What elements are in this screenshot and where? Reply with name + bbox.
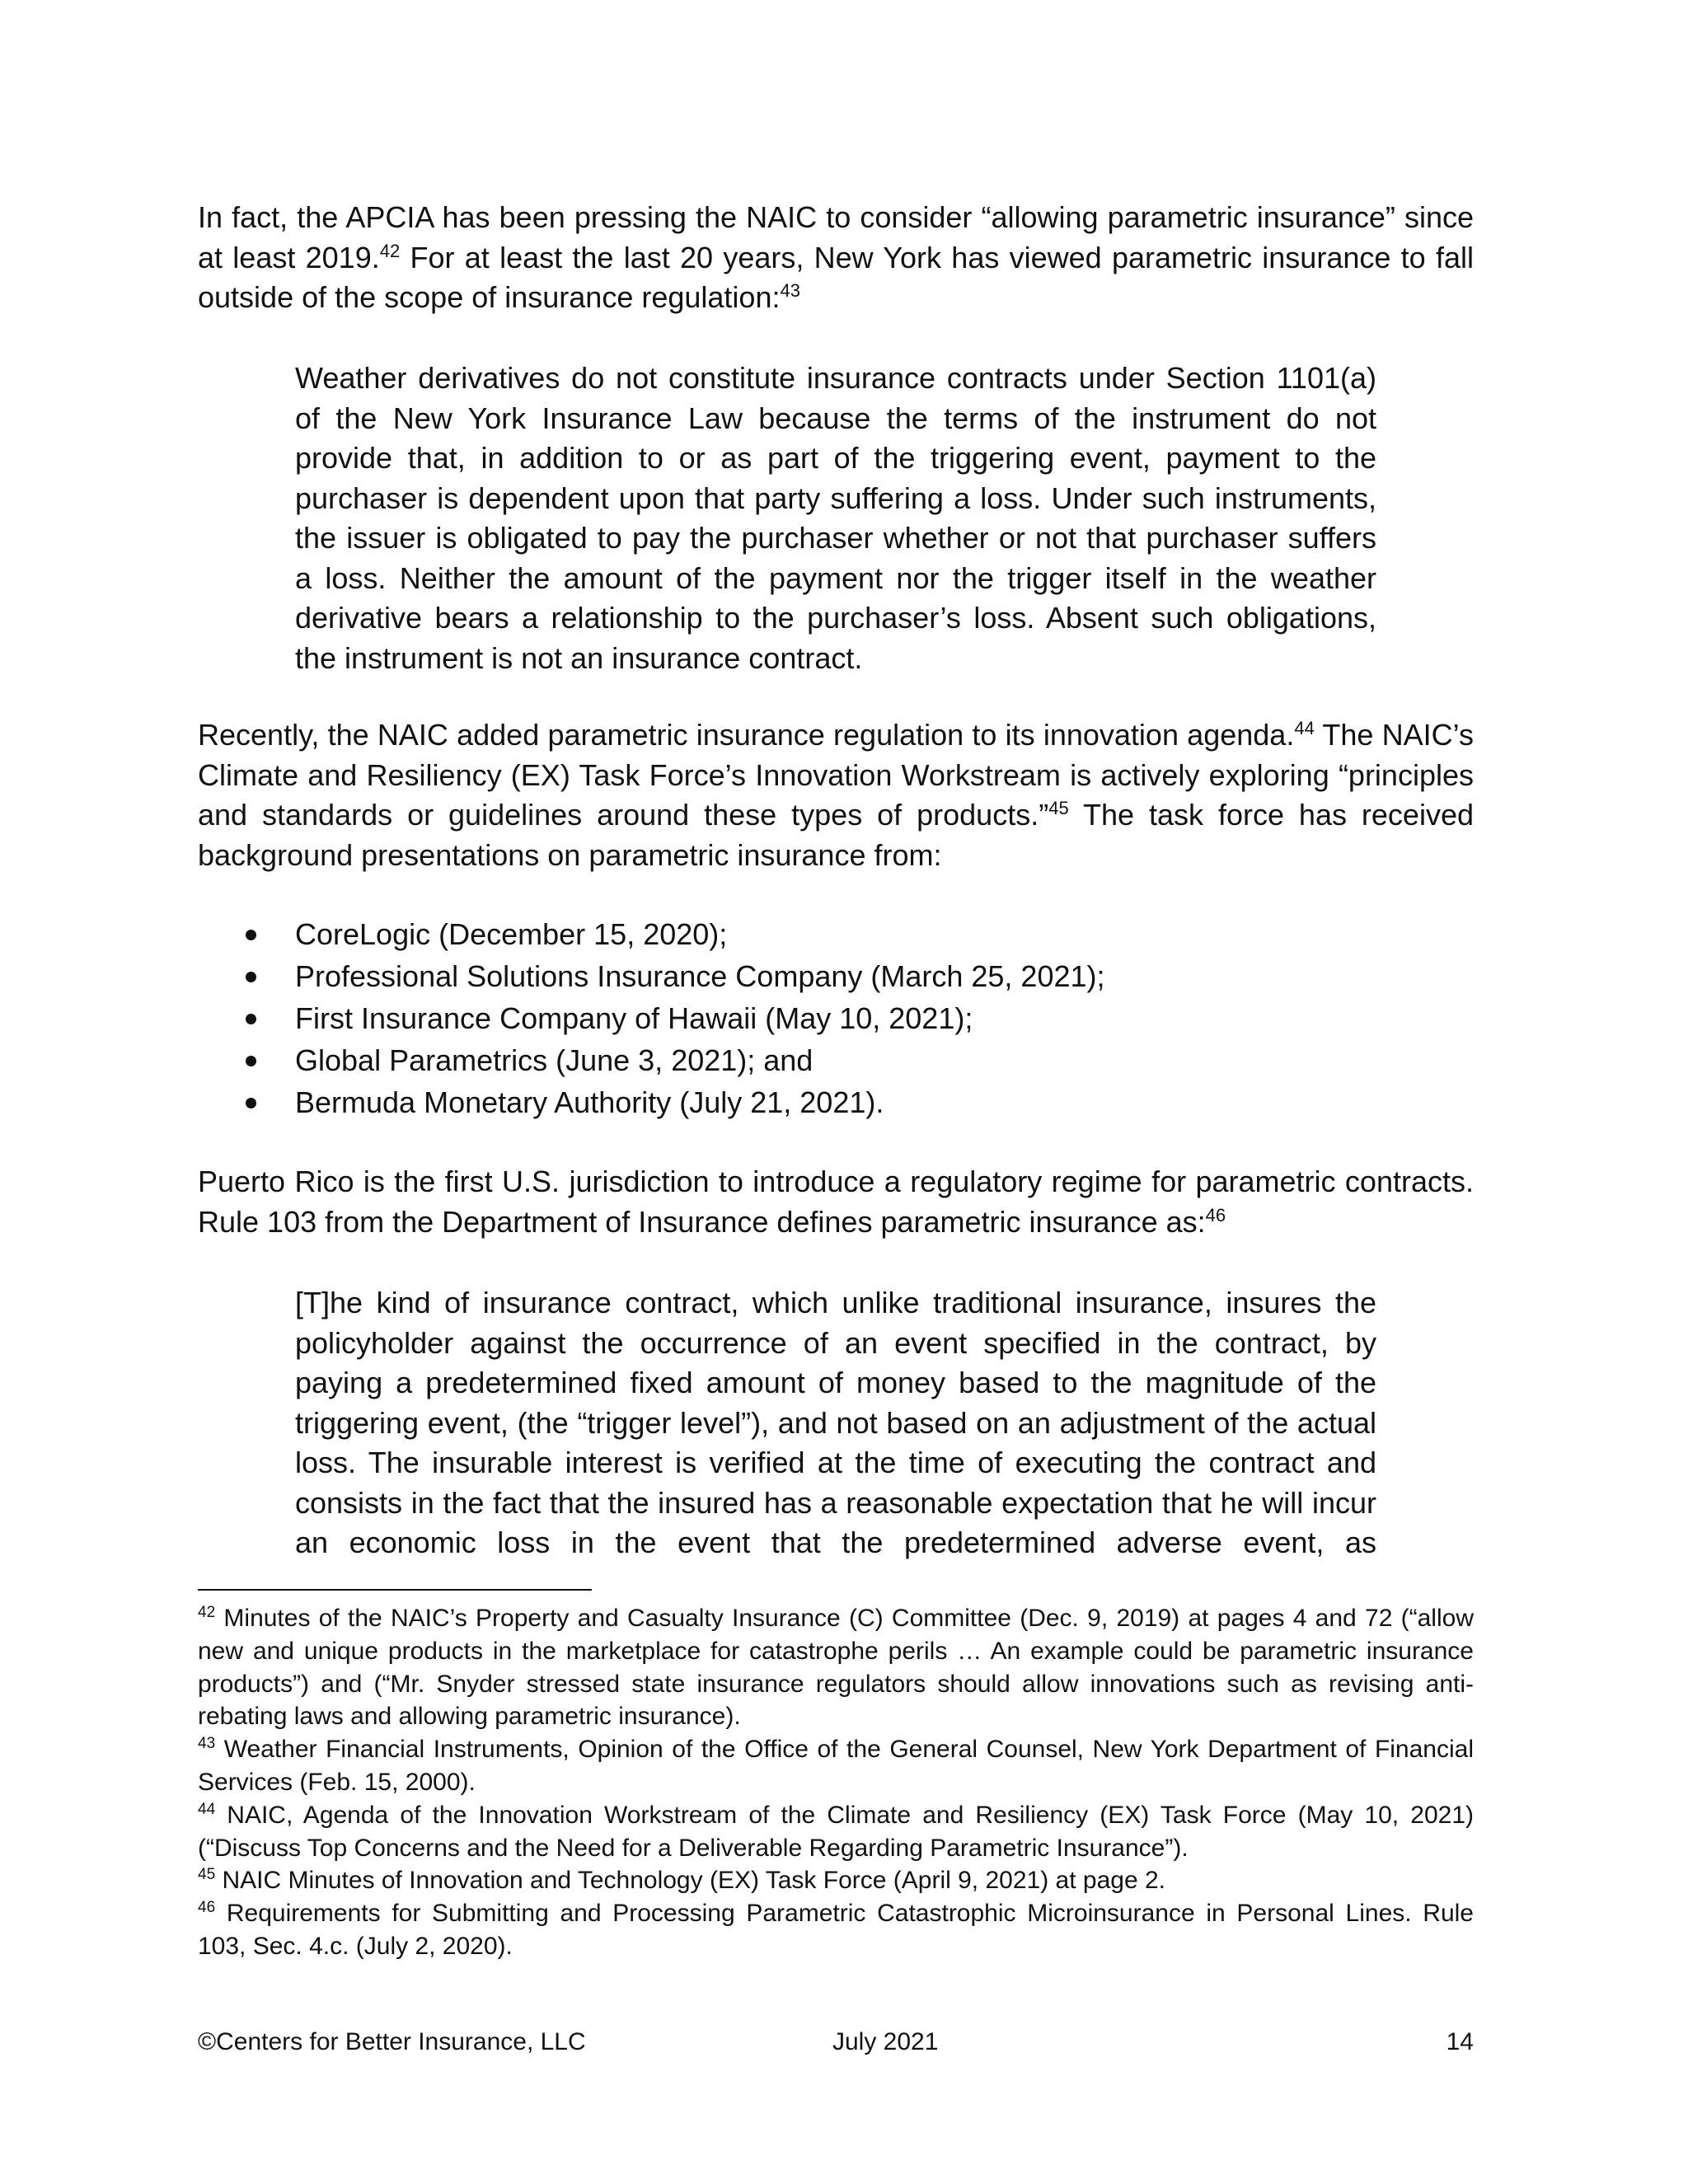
bullet-icon [246, 1056, 256, 1066]
paragraph-puerto-rico [198, 1162, 1474, 1242]
paragraph-naic-agenda [198, 715, 1474, 875]
bullet-icon [246, 972, 256, 982]
paragraph-text: Puerto Rico is the first U.S. jurisdiction to introduce a regulatory regime for parametric contracts. Rule 103 from the Department of Insurance defines parametric insurance as: [198, 1165, 1474, 1239]
footnote-ref-44[interactable]: 44 [1294, 718, 1315, 738]
paragraph-text: The task force has received background presentations on parametric insurance from: [198, 798, 1474, 872]
page-number: 14 [1446, 2028, 1474, 2055]
bullet-icon [246, 930, 256, 940]
block-quote-rule-103: [T]he kind of insurance contract, which unlike traditional insurance, insures the policyholder against the occurrence of an event specified in the contract, by paying a predetermined fixed amount of money based to the magnitude of the triggering event, (the “trigger level”), and not based on an adjustment of the actual loss. The insurable interest is verified at the time of executing the contract and consists in the fact that the insured has a reasonable expectation that he will incur an economic loss in the event that the predetermined adverse event, as [295, 1286, 1376, 1559]
footnote-number: 42 [198, 1604, 216, 1621]
list-item-text: CoreLogic (December 15, 2020); [295, 917, 728, 951]
paragraph-text: The NAIC’s Climate and Resiliency (EX) Task Force’s Innovation Workstream is actively exploring “principles and standards or guidelines around these types of products.” [198, 718, 1474, 832]
footer-copyright: ©Centers for Better Insurance, LLC [198, 2028, 586, 2055]
footnote-divider [198, 1589, 592, 1591]
list-item [198, 997, 1474, 1039]
list-item-text: First Insurance Company of Hawaii (May 10, 2021); [295, 1001, 973, 1035]
presentations-list [198, 913, 1474, 1123]
block-quote-new-york: Weather derivatives do not constitute insurance contracts under Section 1101(a) of the New York Insurance Law because the terms of the instrument do not provide that, in addition to or as part of the triggering event, payment to the purchaser is dependent upon that party suffering a loss. Under such instruments, the issuer is obligated to pay the purchaser whether or not that purchaser suffers a loss. Neither the amount of the payment nor the trigger itself in the weather derivative bears a relationship to the purchaser’s loss. Absent such obligations, the instrument is not an insurance contract. [295, 361, 1376, 675]
list-item [198, 1081, 1474, 1123]
list-item-text: Professional Solutions Insurance Company (March 25, 2021); [295, 959, 1105, 993]
footnote-number: 45 [198, 1866, 216, 1884]
footnote-ref-46[interactable]: 46 [1205, 1204, 1226, 1226]
footnote-number: 44 [198, 1800, 216, 1818]
footnote-number: 46 [198, 1899, 216, 1917]
footnote-number: 43 [198, 1735, 216, 1753]
list-item [198, 955, 1474, 997]
footnote-text: Weather Financial Instruments, Opinion of the Office of the General Counsel, New York Department of Financial Services (Feb. 15, 2000). [198, 1736, 1474, 1796]
page-footer [198, 2024, 1474, 2060]
footnote-45 [198, 1864, 1474, 1897]
list-item [198, 913, 1474, 955]
footnote-text: Requirements for Submitting and Processing Parametric Catastrophic Microinsurance in Personal Lines. Rule 103, Sec. 4.c. (July 2, 2020). [198, 1900, 1474, 1960]
footnote-44 [198, 1799, 1474, 1865]
paragraph-text: In fact, the APCIA has been pressing the NAIC to consider “allowing parametric insurance” since at least 2019. [198, 200, 1474, 274]
paragraph-text: For at least the last 20 years, New York has viewed parametric insurance to fall outside of the scope of insurance regulation: [198, 240, 1474, 314]
footnotes [198, 1602, 1474, 1963]
footnote-ref-45[interactable]: 45 [1048, 798, 1069, 818]
footnote-text: Minutes of the NAIC’s Property and Casualty Insurance (C) Committee (Dec. 9, 2019) at pages 4 and 72 (“allow new and unique products in the marketplace for catastrophe perils … An example could be parametric insurance products”) and (“Mr. Snyder stressed state insurance regulators should allow innovations such as revising anti-rebating laws and allowing parametric insurance). [198, 1605, 1474, 1731]
footnote-text: NAIC Minutes of Innovation and Technology (EX) Task Force (April 9, 2021) at page 2. [215, 1867, 1165, 1895]
list-item [198, 1039, 1474, 1081]
bullet-icon [246, 1098, 256, 1108]
footnote-ref-43[interactable]: 43 [780, 280, 800, 301]
footnote-ref-42[interactable]: 42 [379, 240, 401, 261]
list-item-text: Global Parametrics (June 3, 2021); and [295, 1043, 814, 1077]
paragraph-text: Recently, the NAIC added parametric insurance regulation to its innovation agenda. [198, 718, 1295, 752]
footer-date: July 2021 [832, 2028, 939, 2055]
paragraph-apcia [198, 198, 1474, 318]
list-item-text: Bermuda Monetary Authority (July 21, 2021). [295, 1085, 884, 1119]
footnote-42 [198, 1602, 1474, 1733]
bullet-icon [246, 1014, 256, 1024]
footnote-46 [198, 1897, 1474, 1963]
footnote-43 [198, 1733, 1474, 1799]
footnote-text: NAIC, Agenda of the Innovation Workstream of the Climate and Resiliency (EX) Task Force (May 10, 2021) (“Discuss Top Concerns and the Need for a Deliverable Regarding Parametric Insurance”). [198, 1801, 1474, 1862]
